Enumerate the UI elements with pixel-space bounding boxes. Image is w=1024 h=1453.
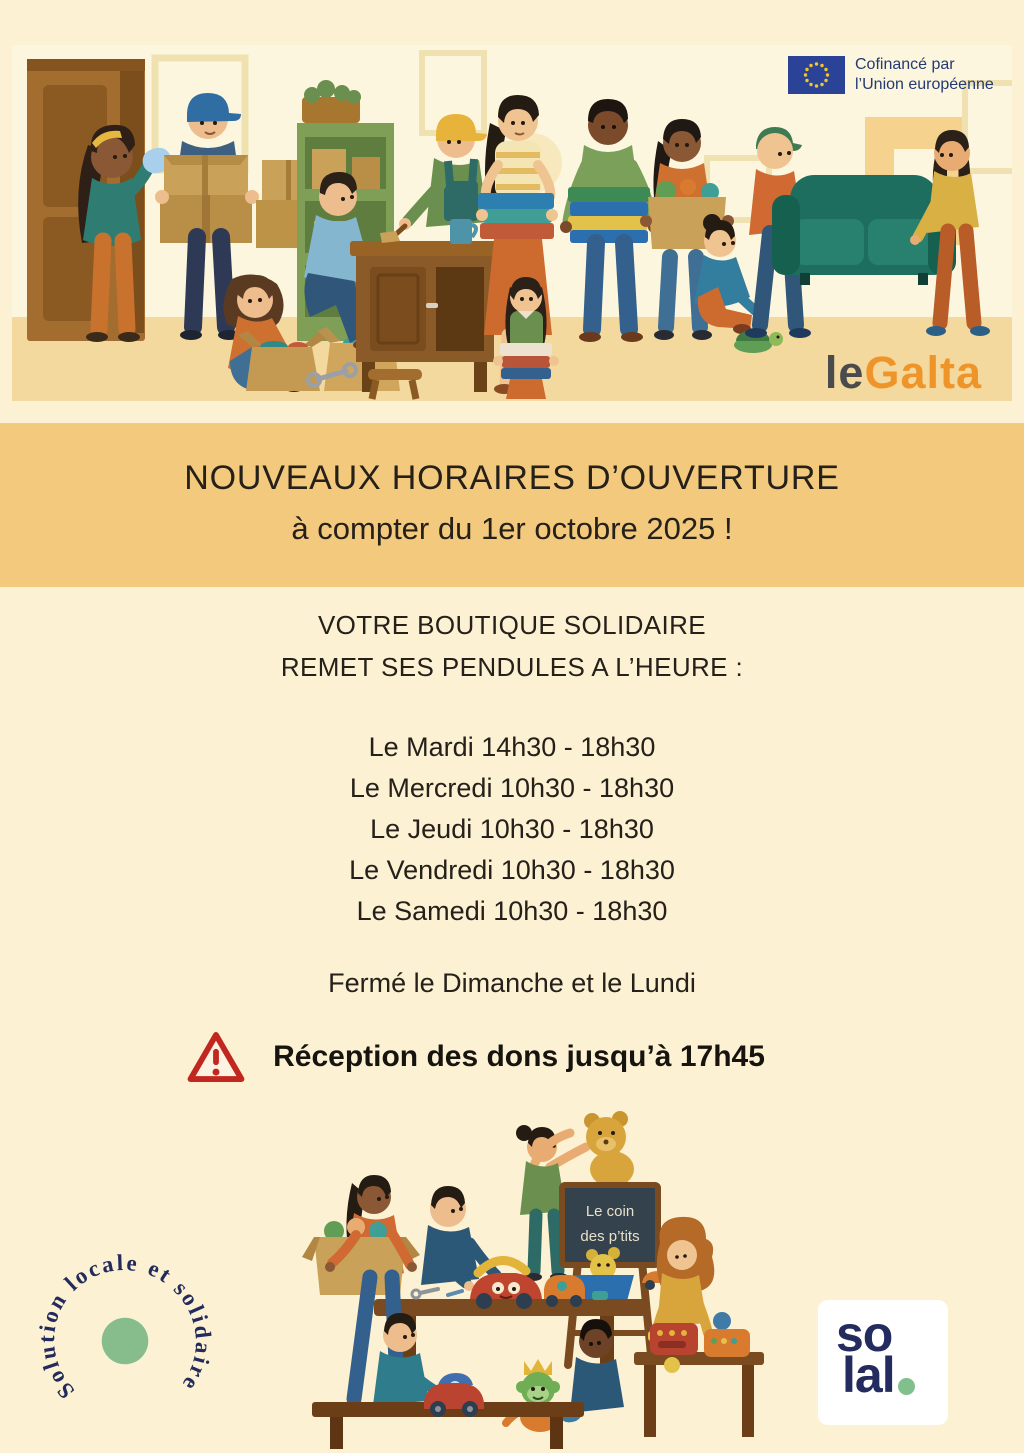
solal-logo xyxy=(818,1300,948,1425)
bottom-illustration-svg xyxy=(252,1103,772,1453)
eu-cofinance-line2: l’Union européenne xyxy=(855,76,994,93)
donation-notice-row xyxy=(0,1028,986,1086)
badge-center-circle xyxy=(102,1318,149,1365)
schedule-item-wednesday: Le Mercredi 10h30 - 18h30 xyxy=(349,773,675,803)
intro-line2: REMET SES PENDULES A L’HEURE : xyxy=(280,652,744,682)
legalta-logo-galta: Galta xyxy=(864,347,982,398)
schedule-list xyxy=(0,727,1024,932)
chalkboard-line1: Le coin xyxy=(585,1203,635,1220)
legalta-logo xyxy=(824,347,982,398)
intro-text xyxy=(0,604,1024,688)
eu-cofinance-badge xyxy=(788,55,994,95)
solal-logo-top: so xyxy=(836,1306,893,1362)
round-badge-svg xyxy=(28,1244,222,1438)
intro-line1: VOTRE BOUTIQUE SOLIDAIRE xyxy=(317,610,707,640)
headline-line1: NOUVEAUX HORAIRES D’OUVERTURE xyxy=(184,459,840,497)
solal-green-dot xyxy=(898,1378,915,1395)
schedule-item-thursday: Le Jeudi 10h30 - 18h30 xyxy=(370,814,654,844)
right-bench xyxy=(634,1352,764,1437)
eu-cofinance-text xyxy=(855,55,994,95)
tools-on-table xyxy=(412,1289,462,1298)
round-badge-text: Solution locale et solidaire xyxy=(33,1249,217,1404)
legalta-logo-le: le xyxy=(824,347,865,398)
chalkboard-line2: des p’tits xyxy=(580,1228,640,1245)
eu-cofinance-line1: Cofinancé par xyxy=(855,56,955,73)
bottom-illustration xyxy=(252,1103,772,1453)
solal-logo-bottom: lal xyxy=(842,1347,895,1403)
closed-note: Fermé le Dimanche et le Lundi xyxy=(328,968,696,998)
top-illustration xyxy=(12,45,1012,401)
warning-icon xyxy=(183,1028,249,1086)
headline-band xyxy=(0,423,1024,587)
eu-flag-icon xyxy=(788,56,845,94)
teddy-bear xyxy=(584,1111,634,1187)
headline-line2: à compter du 1er octobre 2025 ! xyxy=(291,511,733,546)
schedule-item-friday: Le Vendredi 10h30 - 18h30 xyxy=(349,855,675,885)
schedule-item-saturday: Le Samedi 10h30 - 18h30 xyxy=(356,896,668,926)
round-solidarity-badge xyxy=(28,1244,222,1438)
donation-notice-text: Réception des dons jusqu’à 17h45 xyxy=(273,1040,765,1073)
schedule-item-tuesday: Le Mardi 14h30 - 18h30 xyxy=(368,732,656,762)
